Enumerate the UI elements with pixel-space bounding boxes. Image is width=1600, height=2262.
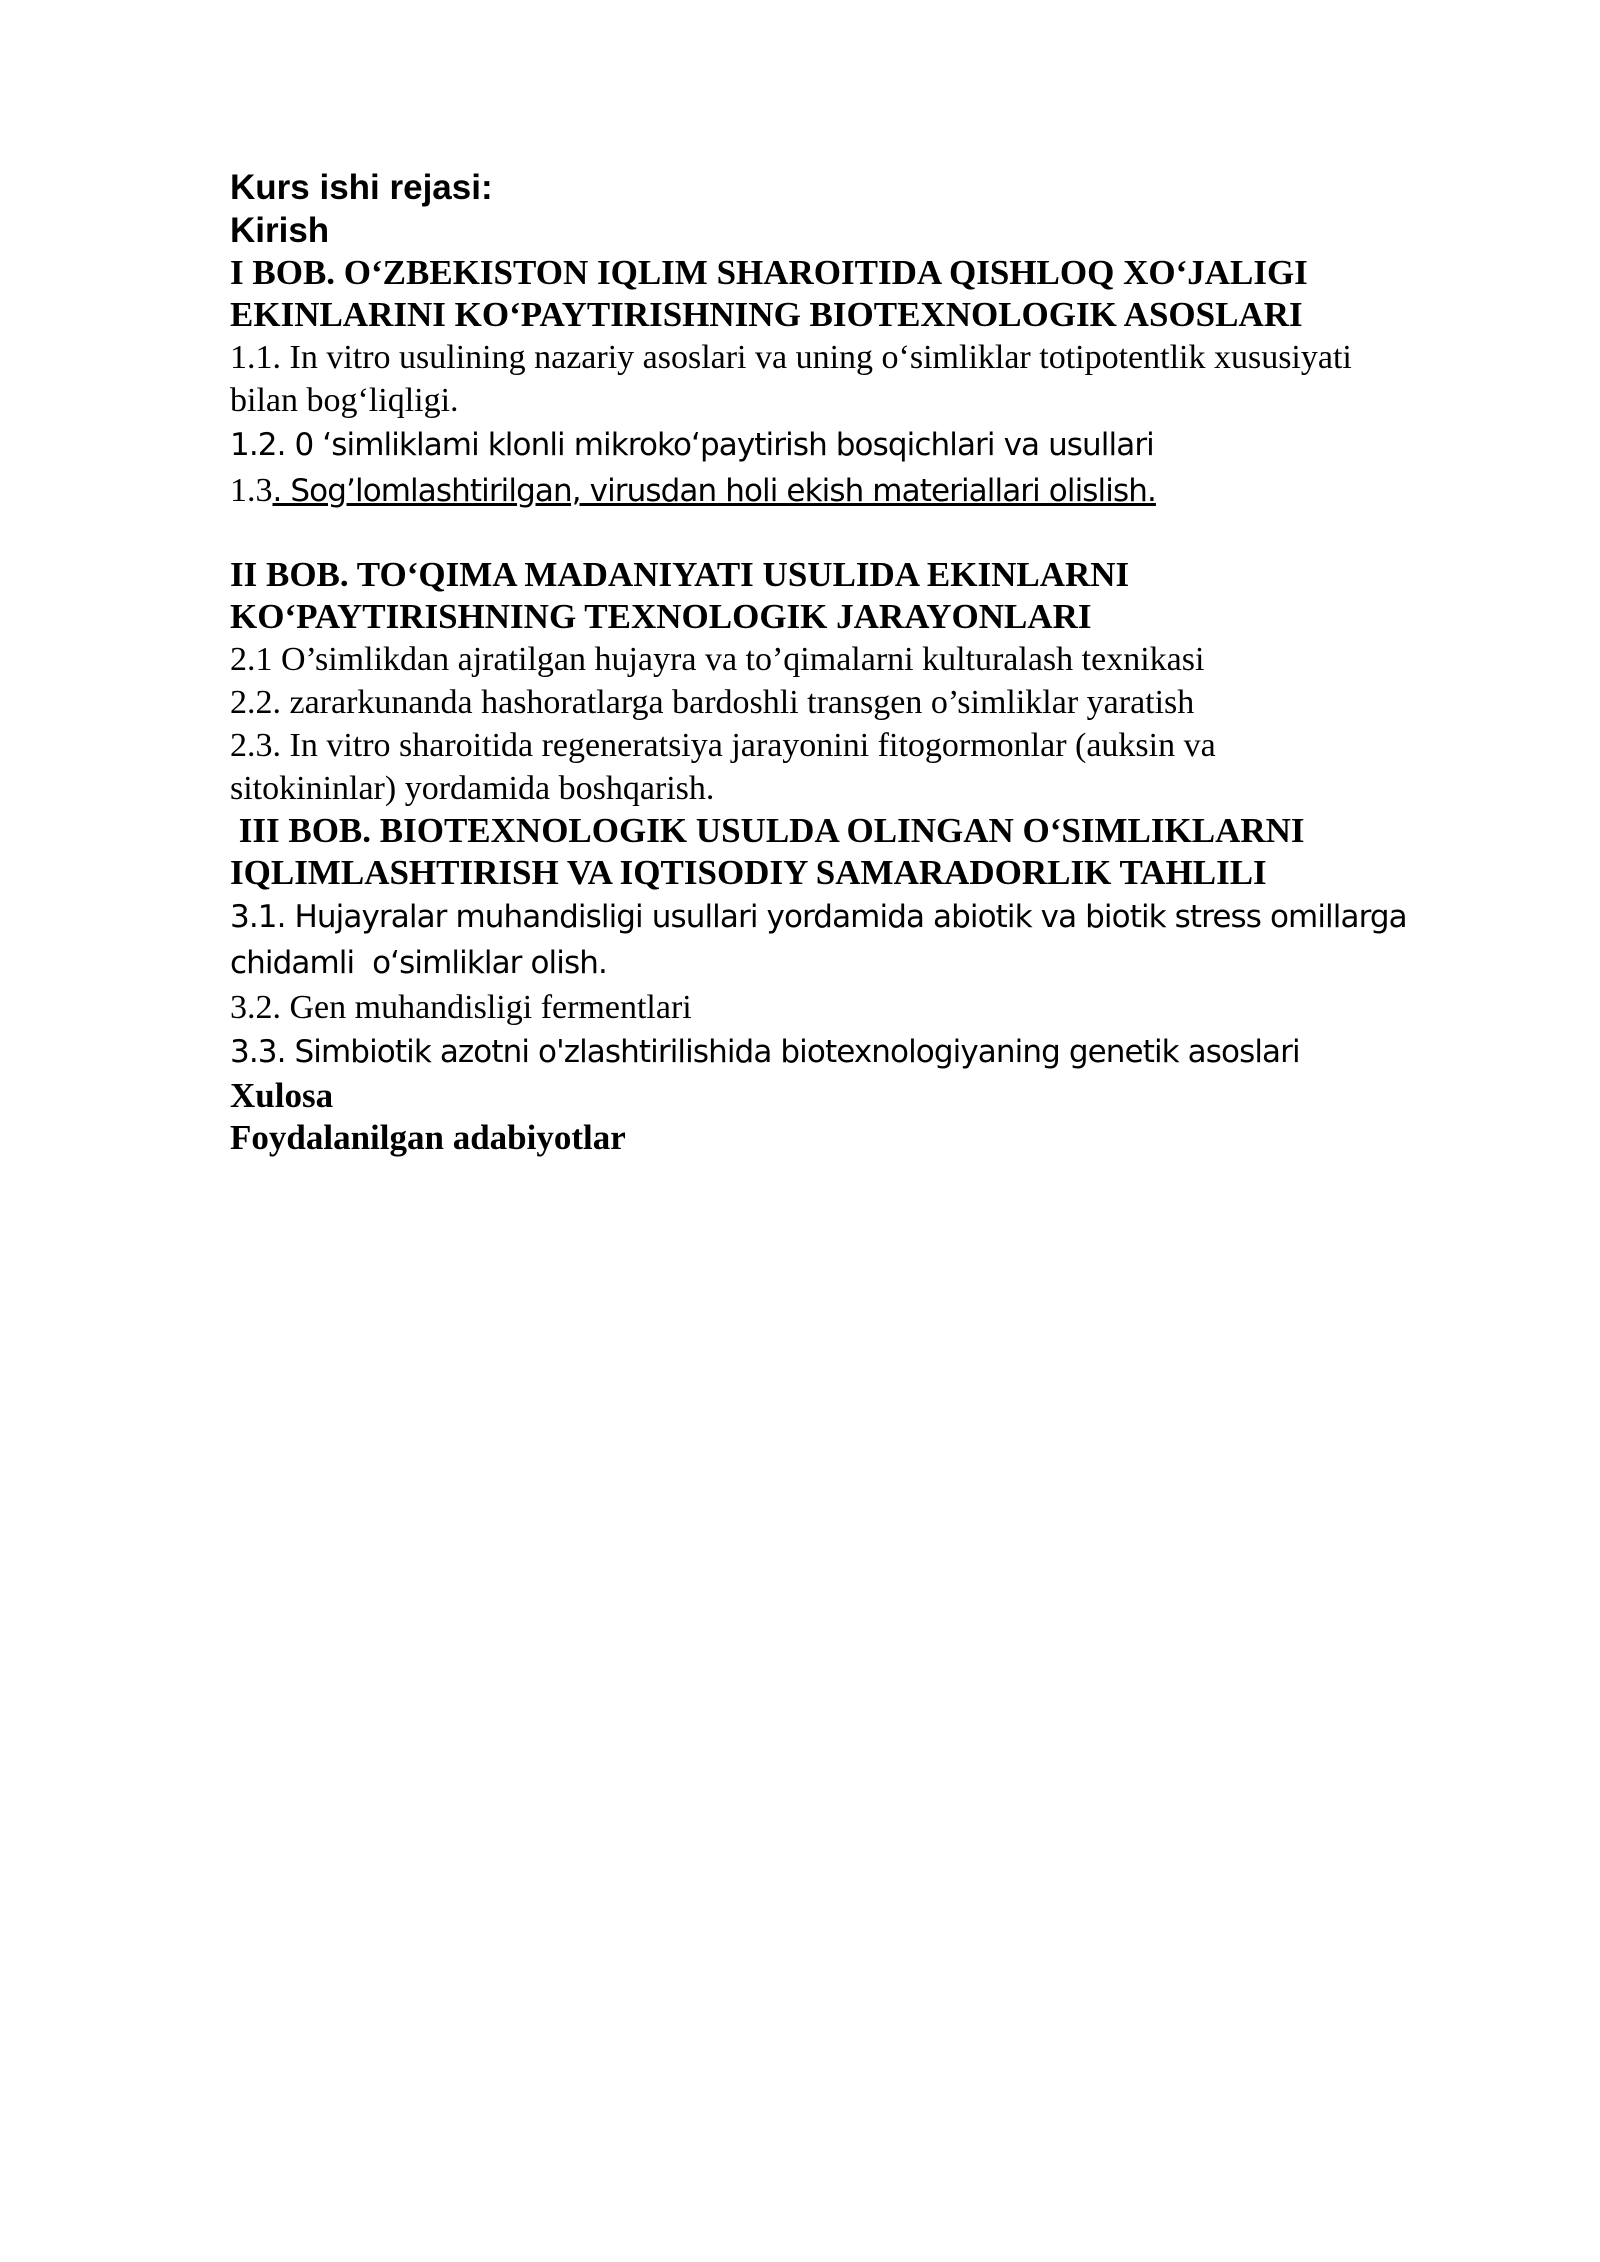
chapter-3 — [230, 810, 1530, 1075]
section-2-1: 2.1 O’simlikdan ajratilgan hujayra va to’qimalarni kulturalash texnikasi — [230, 641, 1205, 678]
plan-title: Kurs ishi rejasi: — [230, 168, 493, 207]
spacer — [230, 514, 1530, 554]
section-2-3-line2: sitokininlar) yordamida boshqarish. — [230, 770, 715, 807]
chapter-1 — [230, 252, 1530, 514]
chapter-1-title-line1: I BOB. O‘ZBEKISTON IQLIM SHAROITIDA QISHLOQ XO‘JALIGI — [230, 253, 1308, 292]
section-1-3 — [230, 468, 1530, 514]
references-heading: Foydalanilgan adabiyotlar — [230, 1118, 626, 1157]
section-3-1-line2: chidamli o‘simliklar olish. — [230, 945, 607, 981]
section-3-1-line1: 3.1. Hujayralar muhandisligi usullari yordamida abiotik va biotik stress omillarga — [230, 899, 1407, 935]
section-2-3-line1: 2.3. In vitro sharoitida regeneratsiya jarayonini fitogormonlar (auksin va — [230, 727, 1216, 764]
intro-heading: Kirish — [230, 211, 330, 250]
chapter-3-title-line1: III BOB. BIOTEXNOLOGIK USULDA OLINGAN O‘SIMLIKLARNI — [230, 811, 1305, 850]
section-3-3: 3.3. Simbiotik azotni o'zlashtirilishida biotexnologiyaning genetik asoslari — [230, 1034, 1300, 1070]
section-1-1-line1: 1.1. In vitro usulining nazariy asoslari va uning o‘simliklar totipotentlik xususiyati — [230, 339, 1352, 376]
section-1-1-line2: bilan bog‘liqligi. — [230, 382, 459, 419]
section-3-2: 3.2. Gen muhandisligi fermentlari — [230, 989, 692, 1026]
section-1-3-text: . Sog’lomlashtirilgan, virusdan holi ekish materiallari olislish. — [272, 473, 1156, 509]
chapter-2-title-line2: KO‘PAYTIRISHNING TEXNOLOGIK JARAYONLARI — [230, 597, 1092, 636]
section-1-2: 1.2. 0 ‘simliklami klonli mikroko‘paytirish bosqichlari va usullari — [230, 427, 1154, 463]
document-page — [230, 166, 1530, 1159]
chapter-3-title-line2: IQLIMLASHTIRISH VA IQTISODIY SAMARADORLIK TAHLILI — [230, 853, 1267, 892]
section-1-3-number: 1.3 — [230, 472, 273, 509]
conclusion-heading: Xulosa — [230, 1076, 334, 1115]
chapter-2-title-line1: II BOB. TO‘QIMA MADANIYATI USULIDA EKINLARNI — [230, 555, 1130, 594]
section-2-2: 2.2. zararkunanda hashoratlarga bardoshli transgen o’simliklar yaratish — [230, 684, 1195, 721]
chapter-1-title-line2: EKINLARINI KO‘PAYTIRISHNING BIOTEXNOLOGIK ASOSLARI — [230, 295, 1303, 334]
chapter-2 — [230, 554, 1530, 810]
